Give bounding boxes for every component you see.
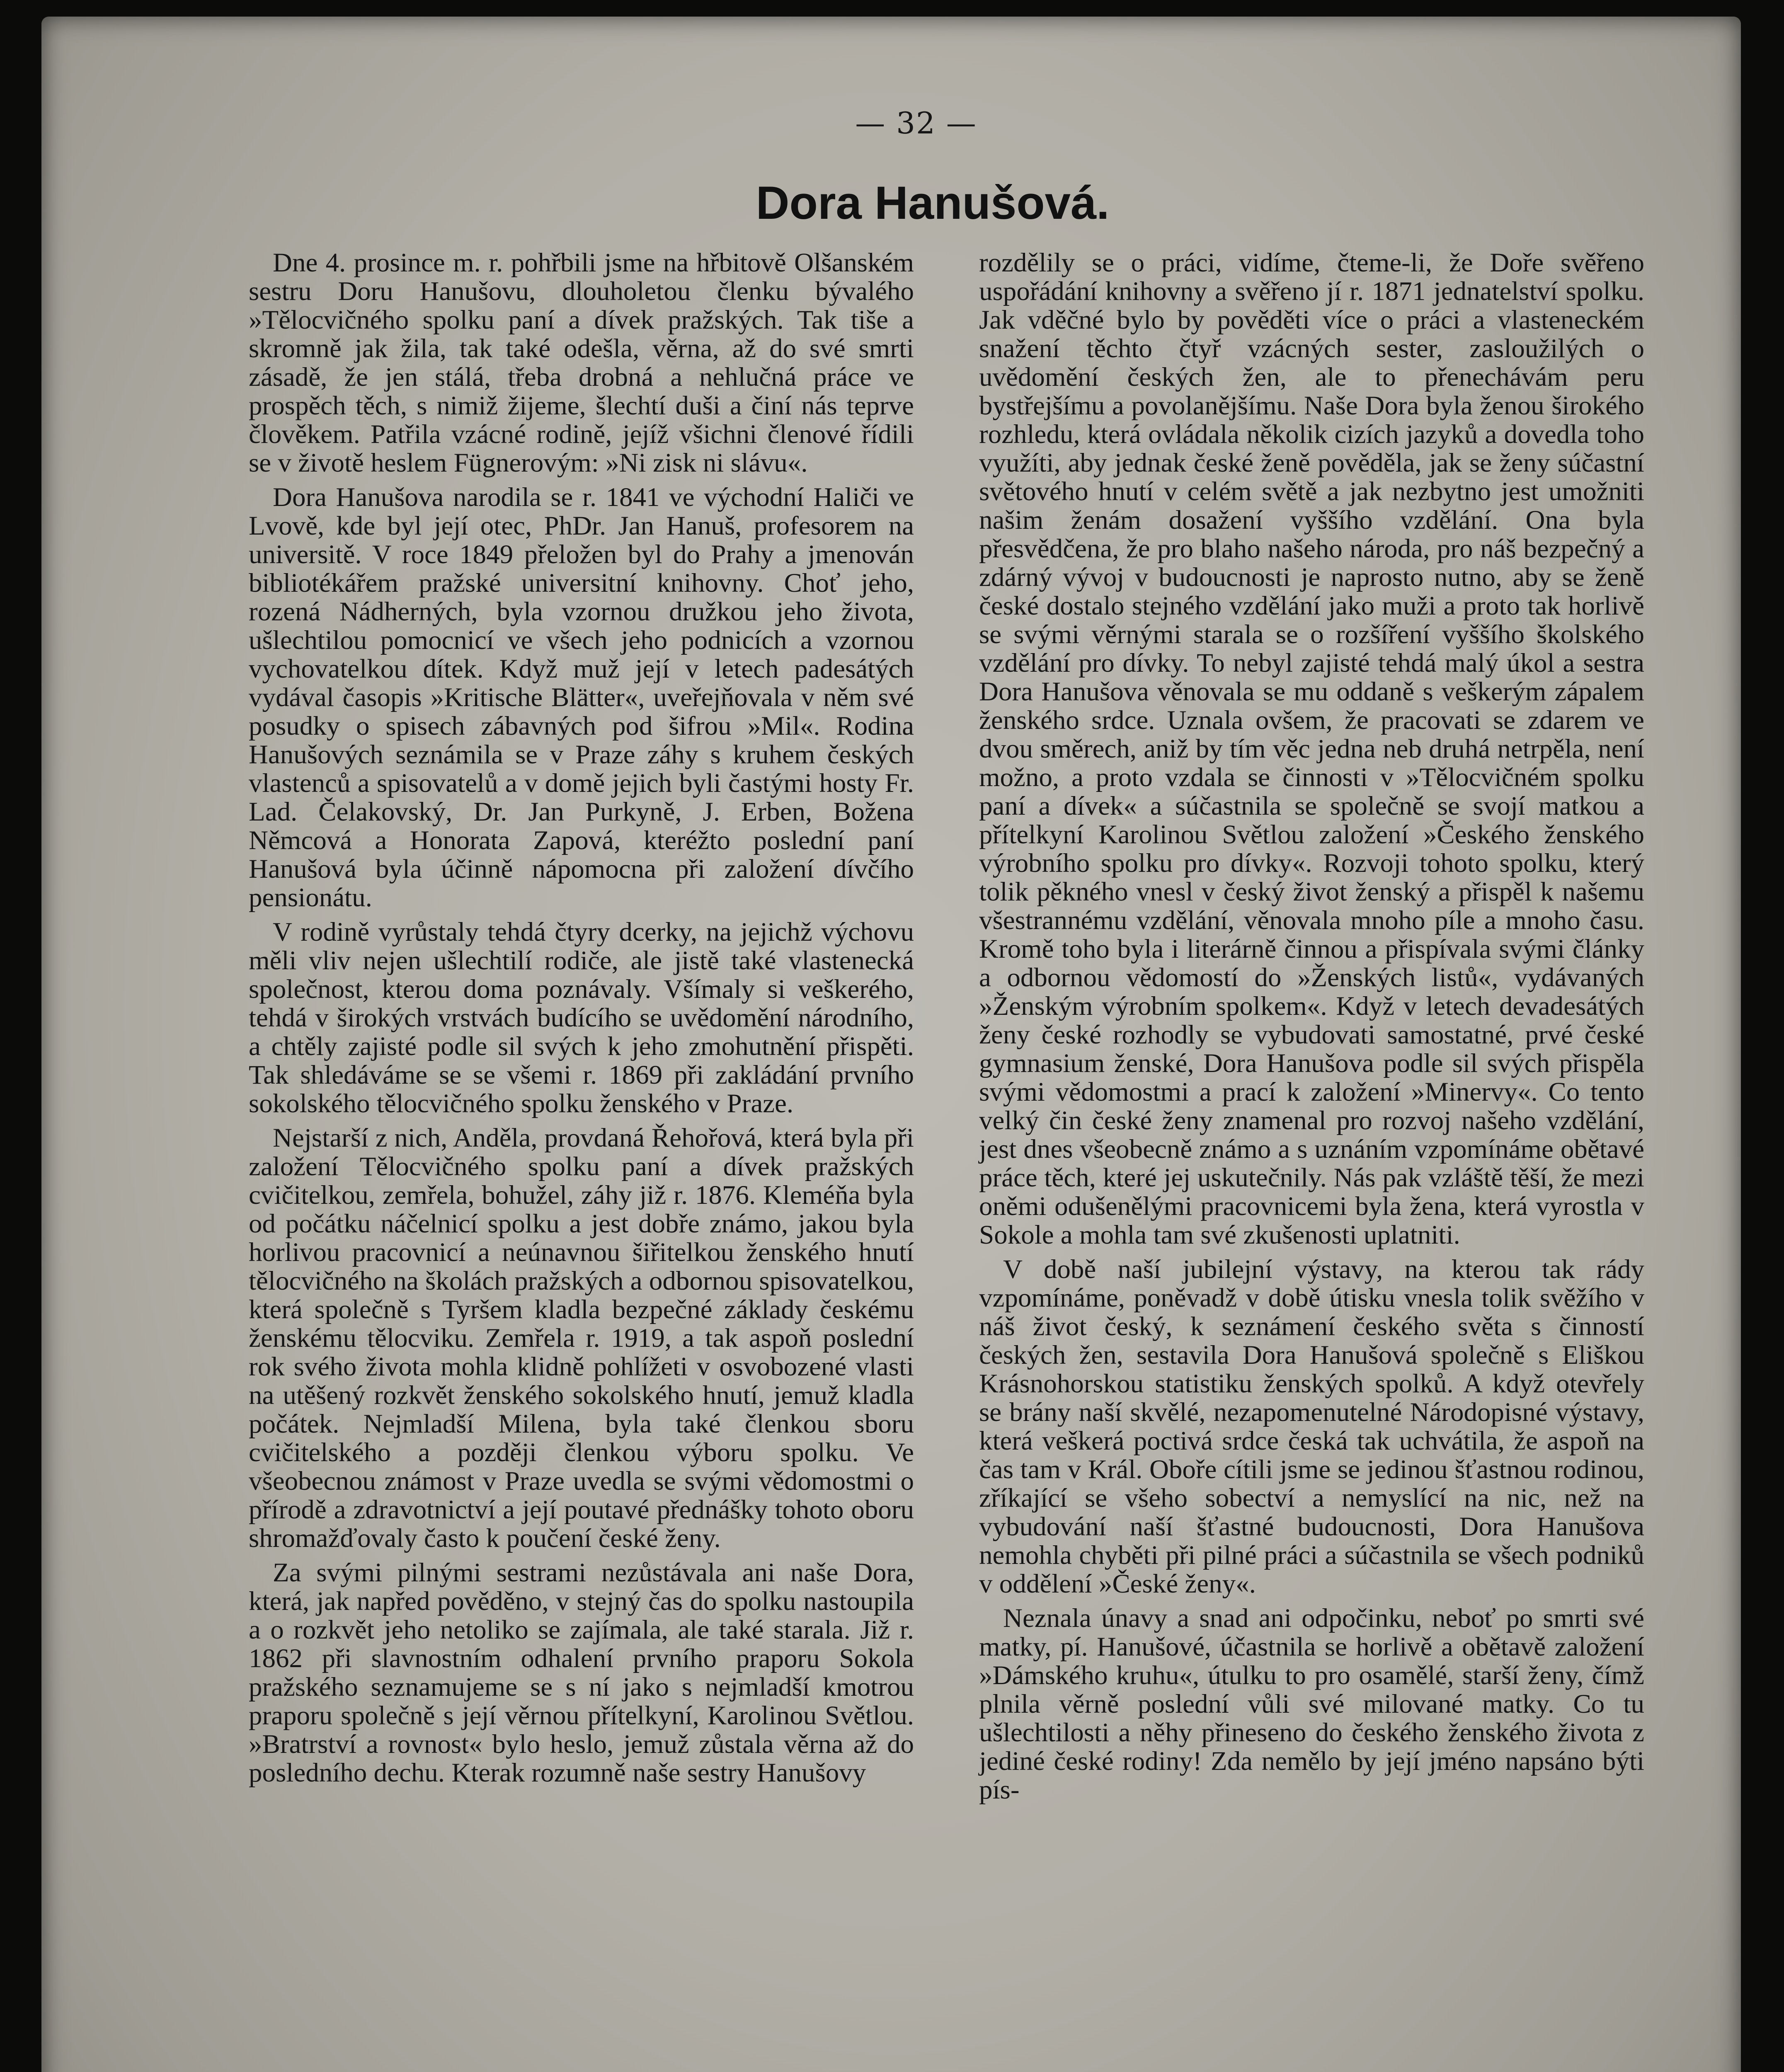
paragraph: V době naší jubilejní výstavy, na kterou tak rády vzpomínáme, poněvadž v době útisku vnesla tolik svěžího v náš život český, k seznámení českého světa s činností českých žen, sestavila Dora Hanušová společně s Eliškou Krásnohorskou statistiku ženských spolků. A když otevřely se brány naší skvělé, nezapomenutelné Národopisné výstavy, která veškerá poctivá srdce česká tak uchvátila, že aspoň na čas tam v Král. Oboře cítili jsme se jedinou šťastnou rodinou, zříkající se všeho sobectví a nemyslící na nic, než na vybudování naší šťastné budoucnosti, Dora Hanušova nemohla chyběti při pilné práci a súčastnila se všech podniků v oddělení »České ženy«. (979, 1254, 1644, 1599)
paragraph: Neznala únavy a snad ani odpočinku, neboť po smrti své matky, pí. Hanušové, účastnila se horlivě a obětavě založení »Dámského kruhu«, útulku to pro osamělé, starší ženy, čímž plnila věrně poslední vůli své milované matky. Co tu ušlechtilosti a něhy přineseno do českého ženského života z jediné české rodiny! Zda nemělo by její jméno napsáno býti pís- (979, 1603, 1644, 1805)
paragraph: rozdělily se o práci, vidíme, čteme-li, že Doře svěřeno uspořádání knihovny a svěřeno jí r. 1871 jednatelství spolku. Jak vděčné bylo by pověděti více o práci a vlasteneckém snažení těchto čtyř vzácných sester, zasloužilých o uvědomění českých žen, ale to přenechávám peru bystřejšímu a povolanějšímu. Naše Dora byla ženou širokého rozhledu, která ovládala několik cizích jazyků a dovedla toho využíti, aby jednak české ženě pověděla, jak se ženy súčastní světového hnutí v celém světě a jak nezbytno jest umožniti našim ženám dosažení vyššího vzdělání. Ona byla přesvědčena, že pro blaho našeho národa, pro náš bezpečný a zdárný vývoj v budoucnosti je naprosto nutno, aby se ženě české dostalo stejného vzdělání jako muži a proto tak horlivě se svými věrnými starala se o rozšíření vyššího školského vzdělání pro dívky. To nebyl zajisté tehdá malý úkol a sestra Dora Hanušova věnovala se mu oddaně s veškerým zápalem ženského srdce. Uznala ovšem, že pracovati se zdarem ve dvou směrech, aniž by tím věc jedna neb druhá netrpěla, není možno, a proto vzdala se činnosti v »Tělocvičném spolku paní a dívek« a súčastnila se společně se svojí matkou a přítelkyní Karolinou Světlou založení »Českého ženského výrobního spolku pro dívky«. Rozvoji tohoto spolku, který tolik pěkného vnesl v český život ženský a přispěl k našemu všestrannému vzdělání, věnovala mnoho píle a mnoho času. Kromě toho byla i literárně činnou a přispívala svými články a odbornou vědomostí do »Ženských listů«, vydávaných »Ženským výrobním spolkem«. Když v letech devadesátých ženy české rozhodly se vybudovati samostatné, prvé české gymnasium ženské, Dora Hanušova podle sil svých přispěla svými vědomostmi a prací k založení »Minervy«. Co tento velký čin české ženy znamenal pro rozvoj našeho vzdělání, jest dnes všeobecně známo a s uznáním vzpomínáme obětavé práce těch, které jej uskutečnily. Nás pak vzláště těší, že mezi oněmi odušenělými pracovnicemi byla žena, která vyrostla v Sokole a mohla tam své zkušenosti uplatniti. (979, 248, 1644, 1250)
right-column (979, 249, 1644, 1810)
paragraph: Dne 4. prosince m. r. pohřbili jsme na hřbitově Olšanském sestru Doru Hanušovu, dlouholetou členku bývalého »Tělocvičného spolku paní a dívek pražských. Tak tiše a skromně jak žila, tak také odešla, věrna, až do své smrti zásadě, že jen stálá, třeba drobná a nehlučná práce ve prospěch těch, s nimiž žijeme, šlechtí duši a činí nás teprve člověkem. Patřila vzácné rodině, jejíž všichni členové řídili se v životě heslem Fügnerovým: »Ni zisk ni slávu«. (249, 248, 914, 478)
paragraph: V rodině vyrůstaly tehdá čtyry dcerky, na jejichž výchovu měli vliv nejen ušlechtilí rodiče, ale jistě také vlastenecká společnost, kterou doma poznávaly. Všímaly si veškerého, tehdá v širokých vrstvách budícího se uvědomění národního, a chtěly zajisté podle sil svých k jeho zmohutnění přispěti. Tak shledáváme se se všemi r. 1869 při zakládání prvního sokolského tělocvičného spolku ženského v Praze. (249, 917, 914, 1118)
paragraph: Dora Hanušova narodila se r. 1841 ve východní Haliči ve Lvově, kde byl její otec, PhDr. Jan Hanuš, profesorem na universitě. V roce 1849 přeložen byl do Prahy a jmenován bibliotékářem pražské universitní knihovny. Choť jeho, rozená Nádherných, byla vzornou družkou jeho života, ušlechtilou pomocnicí ve všech jeho podnicích a vzornou vychovatelkou dítek. Když muž její v letech padesátých vydával časopis »Kritische Blätter«, uveřejňovala v něm své posudky o spisech zábavných pod šifrou »Mil«. Rodina Hanušových seznámila se v Praze záhy s kruhem českých vlastenců a spisovatelů a v domě jejich byli častými hosty Fr. Lad. Čelakovský, Dr. Jan Purkyně, J. Erben, Božena Němcová a Honorata Zapová, kteréžto poslední paní Hanušová byla účinně nápomocna při založení dívčího pensionátu. (249, 482, 914, 913)
paragraph: Za svými pilnými sestrami nezůstávala ani naše Dora, která, jak napřed pověděno, v stejný čas do spolku nastoupila a o rozkvět jeho netoliko se zajímala, ale také starala. Již r. 1862 při slavnostním odhalení prvního praporu Sokola pražského seznamujeme se s ní jako s nejmladší kmotrou praporu společně s její věrnou přítelkyní, Karolinou Světlou. »Bratrství a rovnost« bylo heslo, jemuž zůstala věrna až do posledního dechu. Kterak rozumně naše sestry Hanušovy (249, 1558, 914, 1788)
left-column (249, 249, 914, 1793)
page-number: — 32 — (855, 106, 977, 140)
article-title: Dora Hanušová. (756, 177, 1110, 229)
paragraph: Nejstarší z nich, Anděla, provdaná Řehořová, která byla při založení Tělocvičného spolku paní a dívek pražských cvičitelkou, zemřela, bohužel, záhy již r. 1876. Kleméňa byla od počátku náčelnicí spolku a jest dobře známo, jakou byla horlivou pracovnicí a neúnavnou šiřitelkou ženského hnutí tělocvičného na školách pražských a odbornou spisovatelkou, která společně s Tyršem kladla bezpečné základy českému ženskému tělocviku. Zemřela r. 1919, a tak aspoň poslední rok svého života mohla klidně pohlížeti v osvobozené vlasti na utěšený rozkvět ženského sokolského hnutí, jemuž kladla počátek. Nejmladší Milena, byla také členkou sboru cvičitelského a později členkou výboru spolku. Ve všeobecnou známost v Praze uvedla se svými vědomostmi o přírodě a zdravotnictví a její poutavé přednášky tohoto oboru shromažďovaly často k poučení české ženy. (249, 1123, 914, 1553)
